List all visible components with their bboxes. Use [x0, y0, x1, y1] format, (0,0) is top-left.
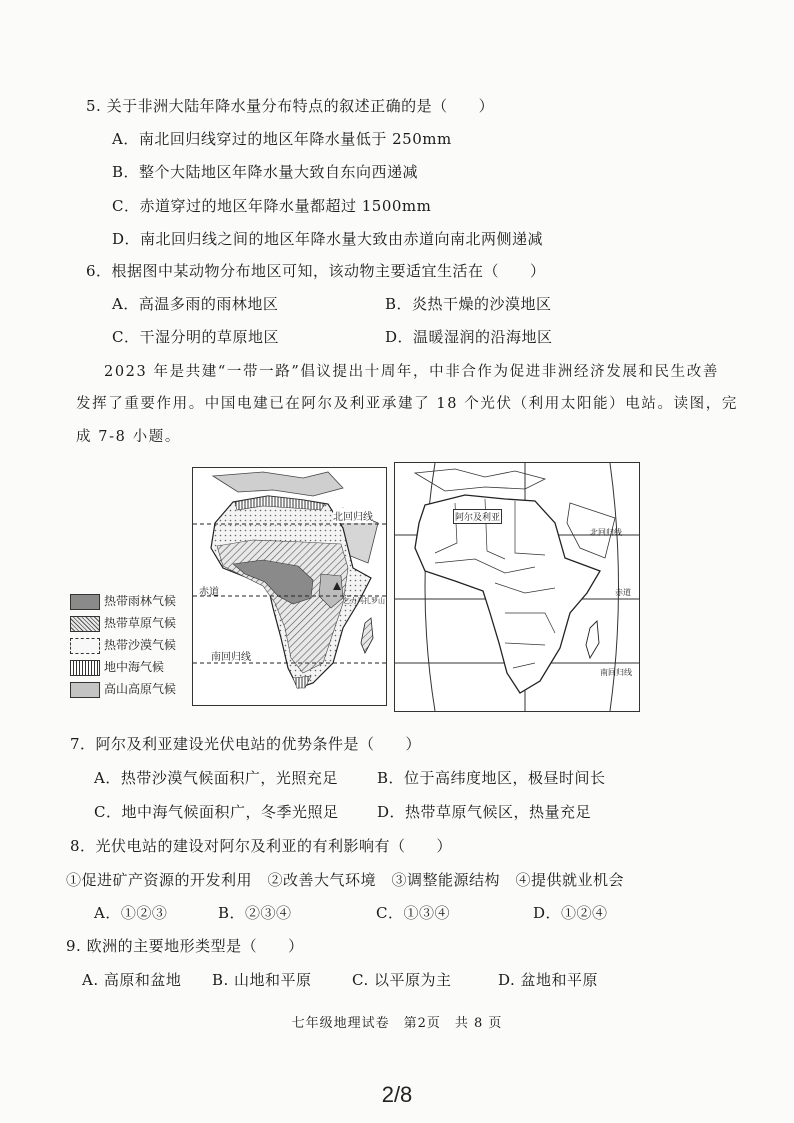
q5-option-a: A．南北回归线穿过的地区年降水量低于 250mm — [112, 130, 452, 148]
passage-line-3: 成 7-8 小题。 — [76, 429, 181, 445]
page-indicator: 2/8 — [381, 1082, 413, 1107]
q7-option-a: A．热带沙漠气候面积广，光照充足 — [94, 769, 338, 787]
q9-option-a: A. 高原和盆地 — [82, 971, 182, 989]
africa-climate-map — [192, 467, 387, 706]
label-south-tropic: 南回归线 — [211, 652, 251, 663]
legend-swatch-highland — [70, 682, 100, 698]
q8-option-c: C．①③④ — [376, 904, 450, 922]
label-kilimanjaro: 乞力马扎罗山 — [343, 597, 385, 605]
q5-option-d: D．南北回归线之间的地区年降水量大致由赤道向南北两侧递减 — [112, 230, 544, 248]
legend-label-savanna: 热带草原气候 — [104, 616, 177, 630]
legend-label-rainforest: 热带雨林气候 — [104, 594, 177, 608]
label-algeria: 阿尔及利亚 — [453, 509, 502, 524]
q6-option-d: D．温暖湿润的沿海地区 — [385, 328, 553, 346]
africa-climate-map-svg — [193, 468, 386, 705]
q5-stem: 5. 关于非洲大陆年降水量分布特点的叙述正确的是（ ） — [86, 97, 495, 115]
q8-statements: ①促进矿产资源的开发利用 ②改善大气环境 ③调整能源结构 ④提供就业机会 — [66, 871, 625, 889]
q6-option-a: A．高温多雨的雨林地区 — [112, 295, 279, 313]
q7-option-b: B．位于高纬度地区，极昼时间长 — [377, 769, 606, 787]
q7-option-c: C．地中海气候面积广，冬季光照足 — [94, 803, 339, 821]
q9-option-d: D. 盆地和平原 — [498, 971, 599, 989]
africa-political-map — [394, 462, 640, 712]
q8-option-d: D．①②④ — [533, 904, 608, 922]
q9-option-b: B. 山地和平原 — [212, 971, 312, 989]
climate-legend — [70, 592, 195, 704]
q5-option-b: B．整个大陆地区年降水量大致自东向西递减 — [112, 163, 419, 181]
legend-label-desert: 热带沙漠气候 — [104, 638, 177, 652]
legend-label-mediterranean: 地中海气候 — [104, 660, 165, 674]
label-south-tropic-right: 南回归线 — [600, 668, 632, 677]
q7-option-d: D．热带草原气候区，热量充足 — [377, 803, 592, 821]
legend-swatch-rainforest — [70, 594, 100, 610]
legend-label-highland: 高山高原气候 — [104, 682, 177, 696]
q8-stem: 8．光伏电站的建设对阿尔及利亚的有利影响有（ ） — [70, 837, 453, 855]
q8-option-a: A．①②③ — [94, 904, 168, 922]
legend-swatch-desert — [70, 638, 100, 654]
label-north-tropic: 北回归线 — [333, 508, 373, 523]
q6-option-b: B．炎热干燥的沙漠地区 — [385, 295, 552, 313]
label-equator: 赤道 — [199, 587, 219, 598]
legend-swatch-mediterranean — [70, 660, 100, 676]
q6-stem: 6．根据图中某动物分布地区可知，该动物主要适宜生活在（ ） — [86, 262, 546, 280]
page-footer: 七年级地理试卷 第2页 共 8 页 — [291, 1016, 503, 1031]
legend-swatch-savanna — [70, 616, 100, 632]
passage-line-2: 发挥了重要作用。中国电建已在阿尔及利亚承建了 18 个光伏（利用太阳能）电站。读图，完 — [76, 396, 738, 412]
q8-option-b: B．②③④ — [218, 904, 292, 922]
passage-line-1: 2023 年是共建“一带一路”倡议提出十周年，中非合作为促进非洲经济发展和民生改善 — [104, 364, 719, 380]
q7-stem: 7．阿尔及利亚建设光伏电站的优势条件是（ ） — [70, 735, 422, 753]
label-north-tropic-right: 北回归线 — [590, 528, 622, 537]
q5-option-c: C．赤道穿过的地区年降水量都超过 1500mm — [112, 197, 432, 215]
label-equator-right: 赤道 — [615, 588, 631, 597]
q9-option-c: C. 以平原为主 — [352, 971, 452, 989]
q9-stem: 9. 欧洲的主要地形类型是（ ） — [66, 937, 304, 955]
q6-option-c: C．干湿分明的草原地区 — [112, 328, 279, 346]
